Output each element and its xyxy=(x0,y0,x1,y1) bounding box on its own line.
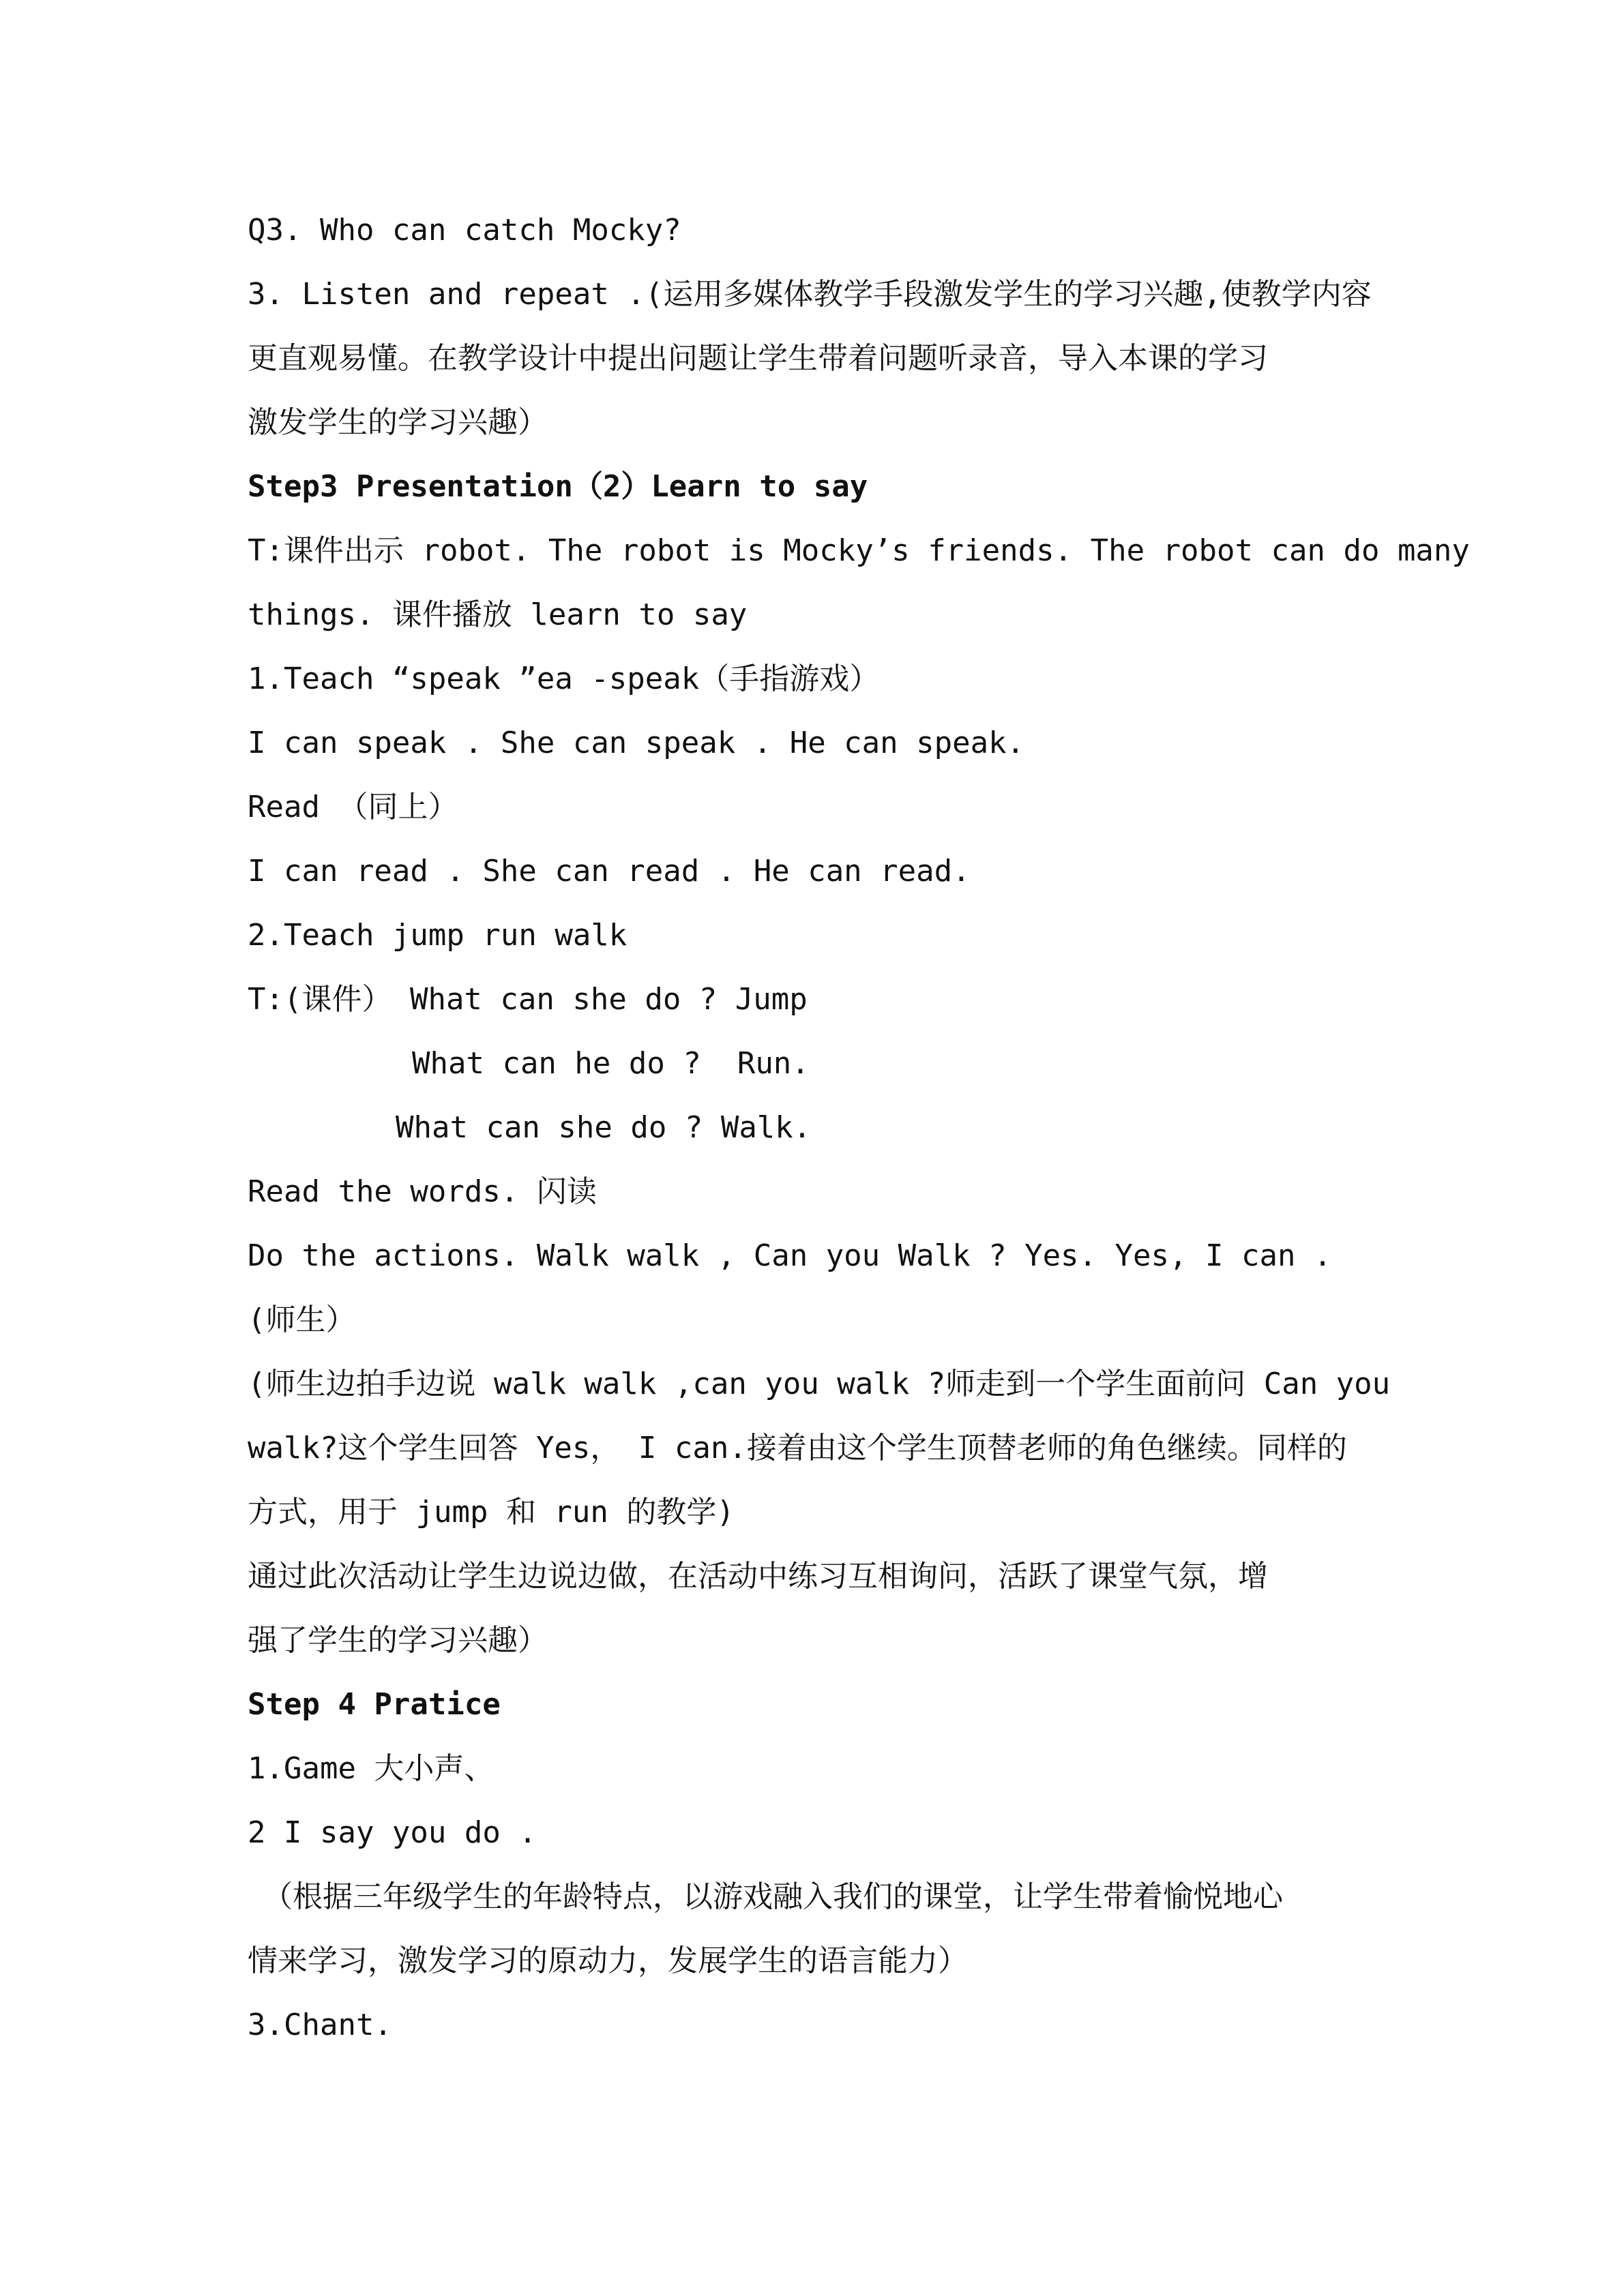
paragraph-line: （根据三年级学生的年龄特点，以游戏融入我们的课堂，让学生带着愉悦地心 xyxy=(263,1879,1283,1914)
paragraph-line: 强了学生的学习兴趣） xyxy=(248,1623,548,1658)
paragraph-line: 方式，用于 jump 和 run 的教学) xyxy=(248,1495,735,1530)
paragraph-line: T:(课件） What can she do ? Jump xyxy=(248,982,808,1017)
listen-repeat-line: 3. Listen and repeat .(运用多媒体教学手段激发学生的学习兴趣,使教学内容 xyxy=(248,277,1372,312)
teach-speak-line: 1.Teach “speak ”ea -speak（手指游戏） xyxy=(248,661,880,696)
paragraph-line: What can she do ? Walk. xyxy=(396,1110,812,1145)
paragraph-line: Read the words. 闪读 xyxy=(248,1174,597,1209)
paragraph-line: Do the actions. Walk walk , Can you Walk ? Yes. Yes, I can . xyxy=(248,1238,1332,1273)
step3-heading: Step3 Presentation（2）Learn to say xyxy=(248,469,868,504)
question-3-line: Q3. Who can catch Mocky? xyxy=(248,213,681,248)
paragraph-line: walk?这个学生回答 Yes， I can.接着由这个学生顶替老师的角色继续。同样的 xyxy=(248,1431,1347,1465)
game-line: 1.Game 大小声、 xyxy=(248,1751,494,1786)
paragraph-line: 激发学生的学习兴趣） xyxy=(248,405,548,440)
paragraph-line: things. 课件播放 learn to say xyxy=(248,597,748,632)
paragraph-line: I can read . She can read . He can read. xyxy=(248,854,971,889)
step4-heading: Step 4 Pratice xyxy=(248,1687,501,1722)
paragraph-line: 更直观易懂。在教学设计中提出问题让学生带着问题听录音，导入本课的学习 xyxy=(248,341,1268,376)
paragraph-line: 情来学习，激发学习的原动力，发展学生的语言能力） xyxy=(248,1943,968,1978)
i-say-you-do-line: 2 I say you do . xyxy=(248,1815,537,1850)
teach-jump-run-walk-line: 2.Teach jump run walk xyxy=(248,918,628,953)
read-line: Read （同上） xyxy=(248,790,458,824)
paragraph-line: 通过此次活动让学生边说边做，在活动中练习互相询问，活跃了课堂气氛，增 xyxy=(248,1559,1268,1594)
paragraph-line: I can speak . She can speak . He can speak. xyxy=(248,726,1025,760)
paragraph-line: (师生边拍手边说 walk walk ,can you walk ?师走到一个学生面前问 Can you xyxy=(248,1367,1391,1401)
paragraph-line: T:课件出示 robot. The robot is Mocky’s friends. The robot can do many xyxy=(248,533,1470,568)
paragraph-line: (师生） xyxy=(248,1302,356,1337)
paragraph-line: What can he do ? Run. xyxy=(412,1046,810,1081)
chant-line: 3.Chant. xyxy=(248,2008,392,2042)
